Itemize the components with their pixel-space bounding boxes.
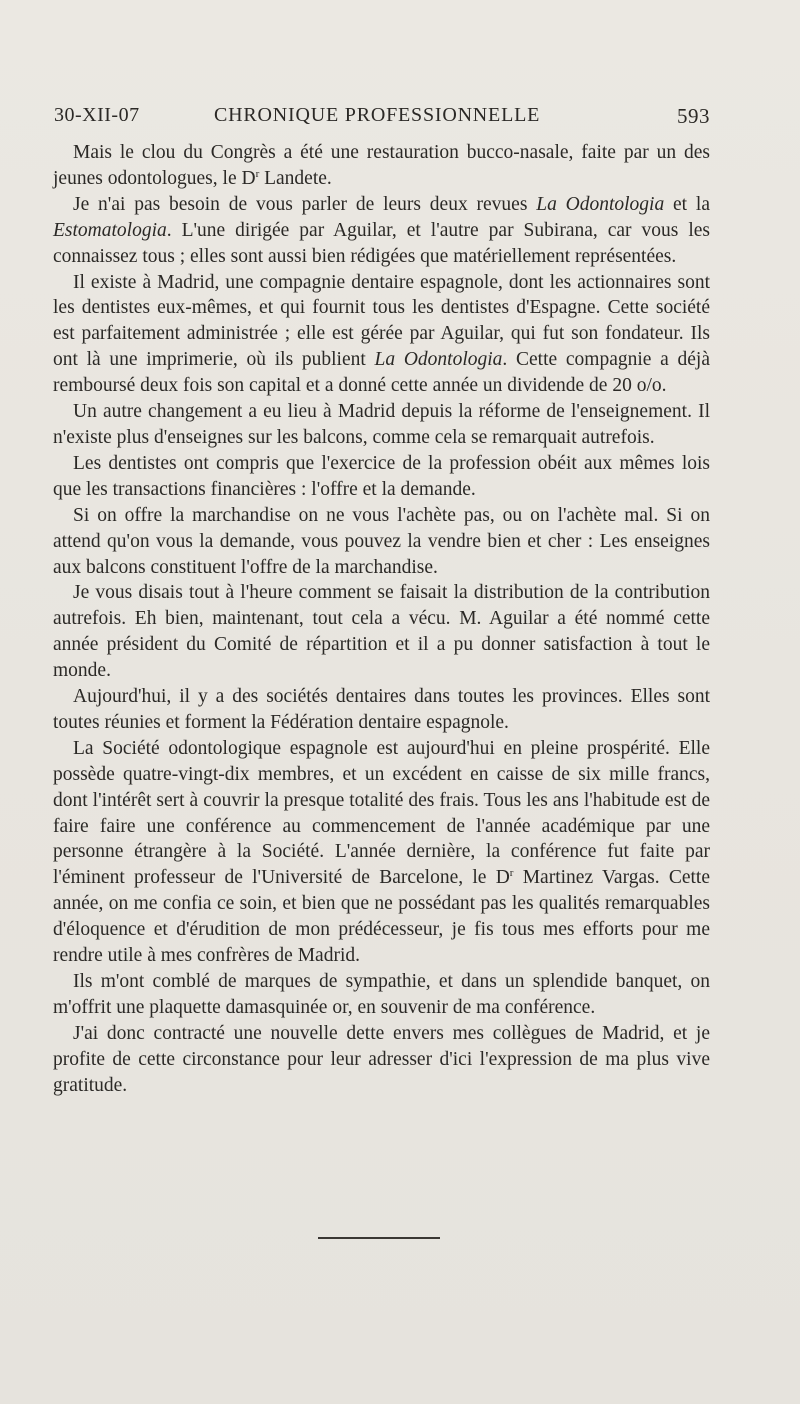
paragraph <box>53 969 710 1021</box>
text-run: Je vous disais tout à l'heure comment se faisait la distribution de la contribution autrefois. Eh bien, maintenant, tout cela a vécu. M. Aguilar a été nommé cette année président du Comité de répartition et il a pu donner satisfaction à tout le monde. <box>53 582 710 682</box>
paragraph <box>53 684 710 736</box>
text-run: . Cette compagnie a déjà remboursé deux fois son capital et a donné cette année un dividende de 20 o/o. <box>53 349 710 397</box>
superscript: r <box>255 167 260 180</box>
italic-title: La Odontologia <box>374 349 503 371</box>
paragraph <box>53 451 710 503</box>
paragraph <box>53 192 710 270</box>
text-run: Martinez Vargas. Cette année, on me confia ce soin, et bien que ne possédant pas les qualités remarquables d'éloquence et d'érudition de mon prédécesseur, je fis tous mes efforts pour me rendre utile à mes confrères de Madrid. <box>53 867 711 967</box>
text-run: Il existe à Madrid, une compagnie dentaire espagnole, dont les actionnaires sont les dentistes eux-mêmes, et qui fournit tous les dentistes d'Espagne. Cette société est parfaitement administrée ; elle est gérée par Aguilar, qui fut son fondateur. Ils ont là une imprimerie, où ils publient <box>53 271 710 371</box>
italic-title: Estomatologia <box>53 219 167 241</box>
text-run: Aujourd'hui, il y a des sociétés dentaires dans toutes les provinces. Elles sont toutes réunies et forment la Fédération dentaire espagnole. <box>53 686 710 733</box>
paragraph <box>53 503 710 581</box>
paragraph <box>53 580 710 684</box>
running-head <box>54 104 710 134</box>
text-run: . L'une dirigée par Aguilar, et l'autre par Subirana, car vous les connaissez tous ; elles sont aussi bien rédigées que matériellement représentées. <box>53 219 710 267</box>
superscript: r <box>509 867 514 880</box>
paragraph <box>53 1021 710 1099</box>
text-run: Ils m'ont comblé de marques de sympathie, et dans un splendide banquet, on m'offrit une plaquette damasquinée or, en souvenir de ma conférence. <box>53 971 710 1018</box>
end-rule <box>318 1237 440 1239</box>
text-run: Si on offre la marchandise on ne vous l'achète pas, ou on l'achète mal. Si on attend qu'on vous la demande, vous pouvez la vendre bien et cher : Les enseignes aux balcons constituent l'offre de la marchandise. <box>53 504 710 578</box>
text-run: Mais le clou du Congrès a été une restauration bucco-nasale, faite par un des jeunes odontologues, le D <box>53 142 710 189</box>
header-title: CHRONIQUE PROFESSIONNELLE <box>214 104 541 126</box>
paragraph <box>53 270 710 400</box>
text-run: et la <box>664 193 710 215</box>
page-number: 593 <box>677 104 710 128</box>
text-run: Un autre changement a eu lieu à Madrid depuis la réforme de l'enseignement. Il n'existe plus d'enseignes sur les balcons, comme cela se remarquait autrefois. <box>53 401 710 448</box>
paragraph <box>53 399 710 451</box>
paragraph <box>53 140 710 192</box>
text-run: Les dentistes ont compris que l'exercice de la profession obéit aux mêmes lois que les transactions financières : l'offre et la demande. <box>53 452 710 500</box>
text-run: La Société odontologique espagnole est aujourd'hui en pleine prospérité. Elle possède quatre-vingt-dix membres, et un excédent en caisse de six mille francs, dont l'intérêt sert à couvrir la presque totalité des frais. Tous les ans l'habitude est de faire faire une conférence au commencement de l'année académique par une personne étrangère à la Société. L'année dernière, la conférence fut faite par l'éminent professeur de l'Université de Barcelone, le D <box>53 737 710 889</box>
text-run: Landete. <box>259 167 332 189</box>
italic-title: La Odontologia <box>536 193 665 215</box>
paragraph <box>53 736 710 969</box>
text-run: Je n'ai pas besoin de vous parler de leurs deux revues <box>73 193 537 215</box>
text-run: J'ai donc contracté une nouvelle dette envers mes collègues de Madrid, et je profite de cette circonstance pour leur adresser d'ici l'expression de ma plus vive gratitude. <box>53 1022 710 1096</box>
article-body <box>53 140 710 1099</box>
header-date: 30-XII-07 <box>54 104 140 126</box>
